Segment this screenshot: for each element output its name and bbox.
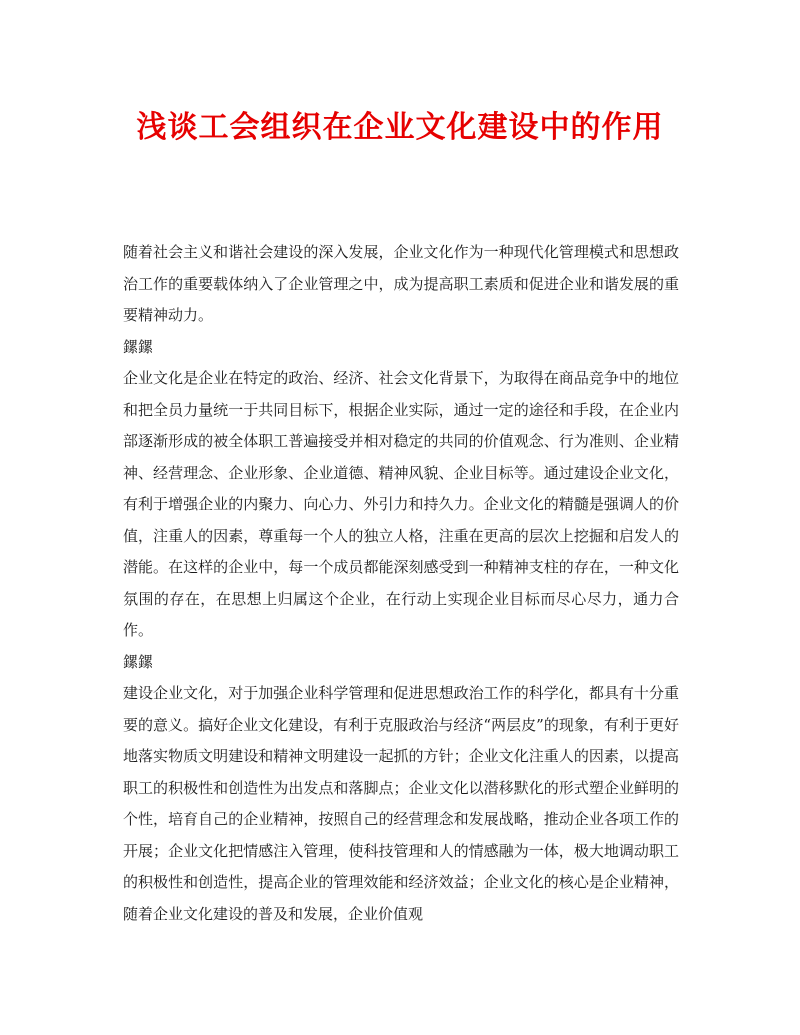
paragraph-separator: 鏍鏍 <box>123 652 154 671</box>
paragraph-intro: 随着社会主义和谐社会建设的深入发展，企业文化作为一种现代化管理模式和思想政治工作的重要载体纳入了企业管理之中，成为提高职工素质和促进企业和谐发展的重要精神动力。 <box>123 243 679 324</box>
paragraph-significance: 建设企业文化，对于加强企业科学管理和促进思想政治工作的科学化，都具有十分重要的意义。搞好企业文化建设，有利于克服政治与经济“两层皮”的现象，有利于更好地落实物质文明建设和精神文明建设一起抓的方针；企业文化注重人的因素，以提高职工的积极性和创造性为出发点和落脚点；企业文化以潜移默化的形式塑企业鲜明的个性，培育自己的企业精神，按照自己的经营理念和发展战略，推动企业各项工作的开展；企业文化把情感注入管理，使科技管理和人的情感融为一体，极大地调动职工的积极性和创造性，提高企业的管理效能和经济效益；企业文化的核心是企业精神，随着企业文化建设的普及和发展，企业价值观 <box>123 684 679 923</box>
paragraph-separator: 鏍鏍 <box>123 337 154 356</box>
document-body <box>123 237 679 930</box>
document-title: 浅谈工会组织在企业文化建设中的作用 <box>136 110 664 145</box>
paragraph-definition: 企业文化是企业在特定的政治、经济、社会文化背景下，为取得在商品竞争中的地位和把全员力量统一于共同目标下，根据企业实际，通过一定的途径和手段，在企业内部逐渐形成的被全体职工普遍接受并相对稳定的共同的价值观念、行为准则、企业精神、经营理念、企业形象、企业道德、精神风貌、企业目标等。通过建设企业文化，有利于增强企业的内聚力、向心力、外引力和持久力。企业文化的精髓是强调人的价值，注重人的因素，尊重每一个人的独立人格，注重在更高的层次上挖掘和启发人的潜能。在这样的企业中，每一个成员都能深刻感受到一种精神支柱的存在，一种文化氛围的存在，在思想上归属这个企业，在行动上实现企业目标而尽心尽力，通力合作。 <box>123 369 679 639</box>
